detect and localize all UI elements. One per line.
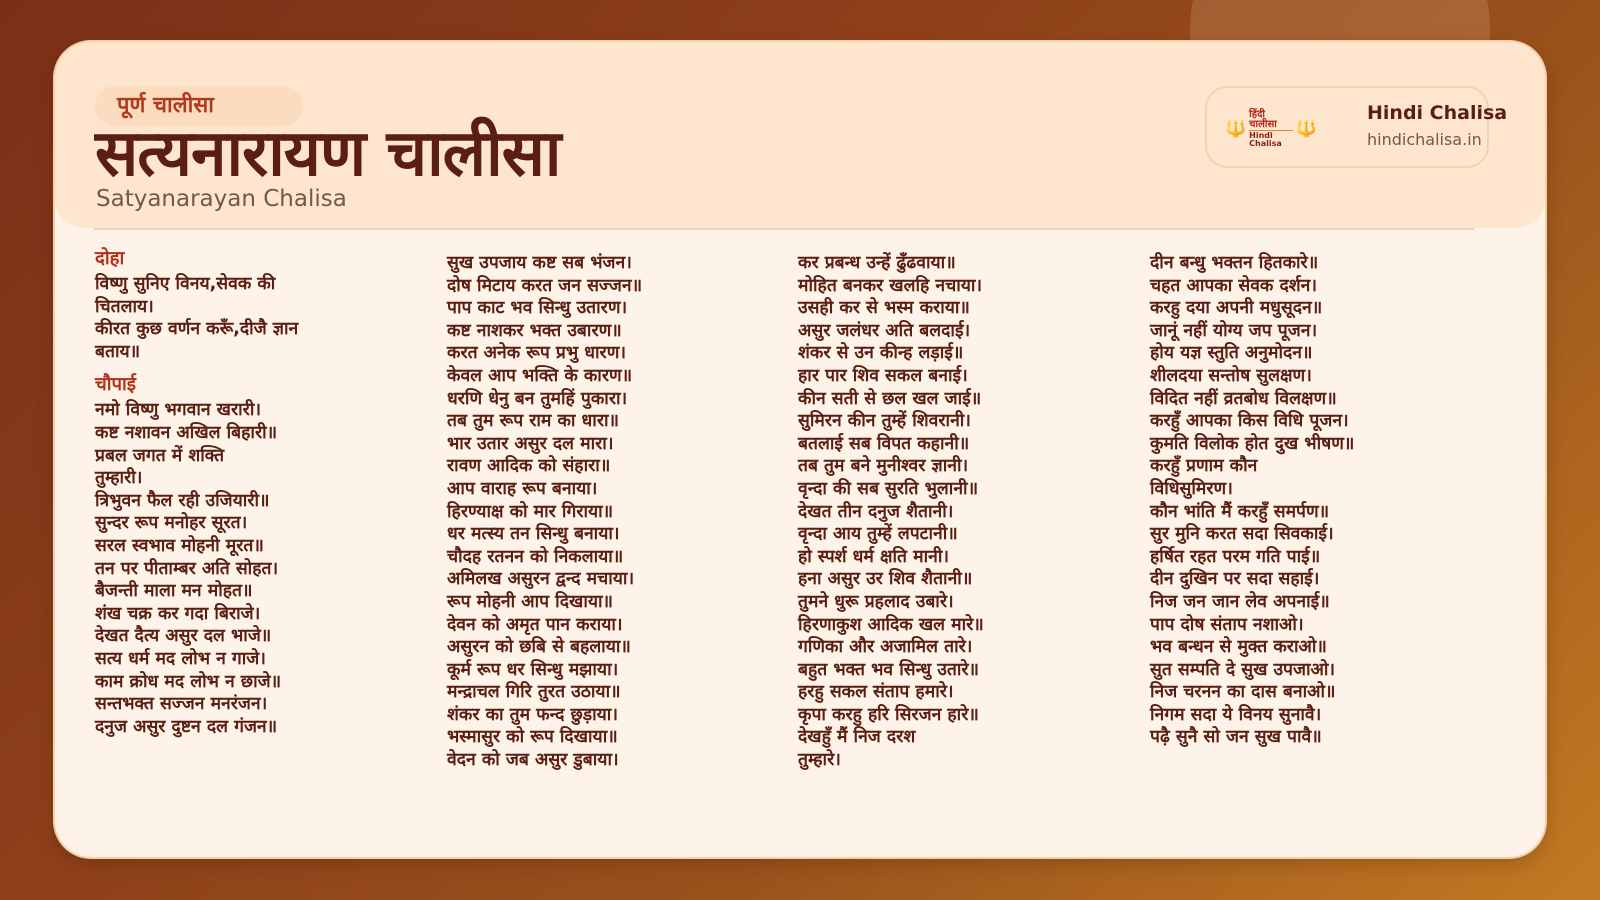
verse-line: वेदन को जब असुर डुबाया। — [447, 750, 619, 771]
verse-line: विदित नहीं व्रतबोध विलक्षण॥ — [1150, 388, 1337, 409]
verse-line: दीन दुखिन पर सदा सहाई। — [1150, 569, 1320, 590]
logo-text — [1249, 110, 1293, 148]
verse-line: शंकर से उन कीन्ह लड़ाई॥ — [798, 343, 964, 364]
verse-line: काम क्रोध मद लोभ न छाजे॥ — [95, 671, 282, 692]
verse-line: कौन भांति मैं करहुँ समर्पण॥ — [1150, 501, 1330, 522]
brand-name: Hindi Chalisa — [1367, 102, 1508, 124]
verse-line: दनुज असुर दुष्टन दल गंजन॥ — [95, 716, 278, 737]
verse-line: कीन सती से छल खल जाई॥ — [798, 388, 982, 409]
trishul-icon: 🔱 — [1295, 118, 1317, 139]
trishul-icon: 🔱 — [1225, 118, 1247, 139]
verse-line: हना असुर उर शिव शैतानी॥ — [798, 569, 973, 590]
verse-line: जानूं नहीं योग्य जप पूजन। — [1150, 320, 1318, 341]
verse-line: सुर मुनि करत सदा सिवकाई। — [1150, 524, 1334, 545]
verse-line: कृपा करहु हरि सिरजन हारे॥ — [798, 704, 979, 725]
verse-line: तब तुम बने मुनीश्वर ज्ञानी। — [798, 456, 969, 477]
verse-line: मोहित बनकर खलहि नचाया। — [798, 275, 983, 296]
verse-line: दोष मिटाय करत जन सज्जन॥ — [447, 275, 643, 296]
verse-line: सरल स्वभाव मोहनी मूरत॥ — [95, 535, 264, 556]
verse-line: देखहुँ मैं निज दरश तुम्हारे। — [798, 727, 916, 771]
verse-line: शीलदया सन्तोष सुलक्षण। — [1150, 365, 1312, 386]
verse-line: असुर जलंधर अति बलदाई। — [798, 320, 971, 341]
verse-line: त्रिभुवन फैल रही उजियारी॥ — [95, 490, 270, 511]
brand-url[interactable]: hindichalisa.in — [1367, 130, 1482, 149]
verse-line: पाप दोष संताप नशाओ। — [1150, 614, 1304, 635]
verse-line: करहु दया अपनी मधुसूदन॥ — [1150, 298, 1323, 319]
logo-hindi: हिंदी चालीसा — [1249, 110, 1293, 131]
verse-line: असुरन को छबि से बहलाया॥ — [447, 637, 631, 658]
doha-line: विष्णु सुनिए विनय,सेवक की चितलाय। — [95, 274, 276, 317]
verse-line: प्रबल जगत में शक्ति तुम्हारी। — [95, 445, 225, 489]
verse-line: चहत आपका सेवक दर्शन। — [1150, 275, 1317, 296]
verse-line: पढ़ै सुनै सो जन सुख पावै॥ — [1150, 727, 1322, 748]
verse-line: उसही कर से भस्म कराया॥ — [798, 298, 970, 319]
page-title: सत्यनारायण चालीसा — [95, 117, 561, 191]
verse-line: सुत सम्पति दे सुख उपजाओ। — [1150, 659, 1336, 680]
verse-line: केवल आप भक्ति के कारण॥ — [447, 365, 633, 386]
verse-line: बतलाई सब विपत कहानी॥ — [798, 433, 970, 454]
verse-line: पाप काट भव सिन्धु उतारण। — [447, 298, 628, 319]
verse-line: भार उतार असुर दल मारा। — [447, 433, 614, 454]
chalisa-card — [55, 42, 1545, 857]
header-divider — [94, 228, 1474, 230]
verse-line: सुन्दर रूप मनोहर सूरत। — [95, 513, 248, 534]
verse-line: कर प्रबन्ध उन्हें ढुँढवाया॥ — [798, 253, 956, 273]
verse-line: शंख चक्र कर गदा बिराजे। — [95, 603, 261, 624]
verse-line: नमो विष्णु भगवान खरारी। — [95, 400, 261, 421]
verse-line: करत अनेक रूप प्रभु धारण। — [447, 343, 626, 364]
verse-column-3 — [798, 252, 1118, 772]
verse-column-2 — [447, 252, 767, 772]
verse-columns — [95, 247, 1515, 827]
category-badge: पूर्ण चालीसा — [95, 86, 303, 126]
verse-line: बहुत भक्त भव सिन्धु उतारे॥ — [798, 659, 980, 680]
verse-line: कुमति विलोक होत दुख भीषण॥ — [1150, 433, 1355, 454]
verse-line: आप वाराह रूप बनाया। — [447, 478, 598, 499]
verse-line: दीन बन्धु भक्तन हितकारे॥ — [1150, 253, 1319, 273]
card-header — [55, 42, 1545, 228]
logo-english: Hindi Chalisa — [1249, 131, 1282, 148]
verse-line: देखत तीन दनुज शैतानी। — [798, 501, 954, 522]
verse-line: देखत दैत्य असुर दल भाजे॥ — [95, 626, 272, 647]
verse-line: हिरणाकुश आदिक खल मारे॥ — [798, 614, 984, 635]
verse-line: देवन को अमृत पान कराया। — [447, 614, 623, 635]
doha-heading: दोहा — [95, 248, 125, 269]
verse-line: रूप मोहनी आप दिखाया॥ — [447, 591, 614, 612]
verse-column-1 — [95, 247, 415, 738]
verse-line: सन्तभक्त सज्जन मनरंजन। — [95, 694, 268, 715]
verse-line: चौदह रतनन को निकलाया॥ — [447, 546, 624, 567]
verse-line: होय यज्ञ स्तुति अनुमोदन॥ — [1150, 343, 1313, 364]
verse-line: वृन्दा की सब सुरति भुलानी॥ — [798, 478, 979, 499]
verse-line: भव बन्धन से मुक्त कराओ॥ — [1150, 637, 1327, 658]
verse-line: अमिलख असुरन द्वन्द मचाया। — [447, 569, 635, 590]
verse-line: धरणि धेनु बन तुमहिं पुकारा। — [447, 388, 628, 409]
verse-line: हार पार शिव सकल बनाई। — [798, 365, 968, 386]
verse-line: भस्मासुर को रूप दिखाया॥ — [447, 727, 618, 748]
verse-line: तुमने धुरू प्रहलाद उबारे। — [798, 591, 954, 612]
verse-line: निज जन जान लेव अपनाई॥ — [1150, 591, 1330, 612]
verse-line: कष्ट नशावन अखिल बिहारी॥ — [95, 422, 278, 443]
verse-line: हो स्पर्श धर्म क्षति मानी। — [798, 546, 949, 567]
verse-line: सुख उपजाय कष्ट सब भंजन। — [447, 253, 632, 273]
verse-line: कूर्म रूप धर सिन्धु मझाया। — [447, 659, 619, 680]
verse-line: करहुँ प्रणाम कौन विधिसुमिरण। — [1150, 456, 1258, 499]
verse-line: कष्ट नाशकर भक्त उबारण॥ — [447, 320, 622, 341]
verse-line: तन पर पीताम्बर अति सोहत। — [95, 558, 279, 579]
verse-column-4 — [1150, 252, 1470, 749]
verse-line: मन्द्राचल गिरि तुरत उठाया॥ — [447, 682, 621, 703]
brand-logo — [1225, 109, 1317, 148]
verse-line: शंकर का तुम फन्द छुड़ाया। — [447, 704, 618, 725]
verse-line: तब तुम रूप राम का धारा॥ — [447, 411, 620, 432]
verse-line: वृन्दा आय तुम्हें लपटानी॥ — [798, 524, 958, 545]
brand-box[interactable] — [1205, 86, 1508, 168]
verse-line: हिरण्याक्ष को मार गिराया॥ — [447, 501, 614, 522]
chaupai-heading: चौपाई — [95, 374, 136, 396]
verse-line: रावण आदिक को संहारा॥ — [447, 456, 611, 477]
verse-line: करहुँ आपका किस विधि पूजन। — [1150, 411, 1349, 432]
doha-line: कीरत कुछ वर्णन करूँ,दीजै ज्ञान बताय॥ — [95, 319, 299, 362]
verse-line: निगम सदा ये विनय सुनावै। — [1150, 704, 1322, 725]
verse-line: सुमिरन कीन तुम्हें शिवरानी। — [798, 411, 971, 432]
verse-line: धर मत्स्य तन सिन्धु बनाया। — [447, 524, 620, 545]
verse-line: निज चरनन का दास बनाओ॥ — [1150, 682, 1336, 703]
verse-line: हरहु सकल संताप हमारे। — [798, 682, 954, 703]
verse-line: हर्षित रहत परम गति पाई॥ — [1150, 546, 1321, 567]
verse-line: सत्य धर्म मद लोभ न गाजे। — [95, 648, 266, 669]
chaupai-lines — [95, 399, 415, 738]
verse-line: गणिका और अजामिल तारे। — [798, 637, 973, 658]
page-subtitle: Satyanarayan Chalisa — [96, 186, 347, 212]
verse-line: बैजन्ती माला मन मोहत॥ — [95, 581, 253, 602]
